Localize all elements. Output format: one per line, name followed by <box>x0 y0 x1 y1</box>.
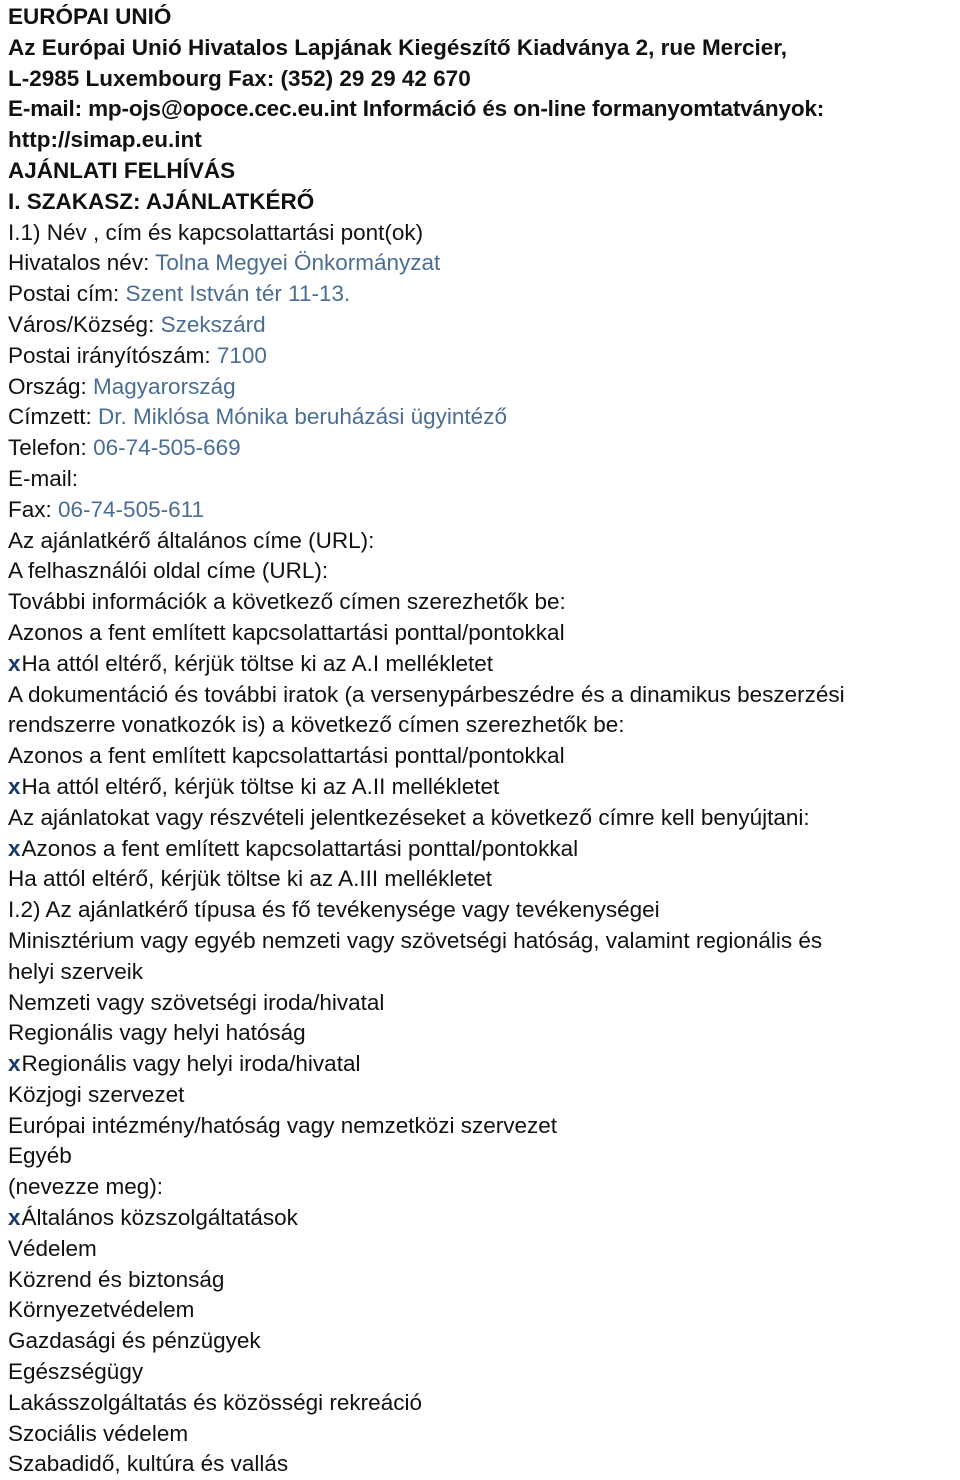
authority-specify: (nevezze meg): <box>8 1174 164 1200</box>
field-value: Magyarország <box>93 373 236 399</box>
submission-heading: Az ajánlatokat vagy részvételi jelentkezéseket a következő címre kell benyújtani: <box>8 804 810 830</box>
documents-other-option <box>8 772 960 803</box>
activity-item: Szabadidő, kultúra és vallás <box>8 1451 289 1477</box>
contact-heading: I.1) Név , cím és kapcsolattartási pont(ok) <box>8 219 424 245</box>
field-label: Címzett: <box>8 404 99 430</box>
authority-ministry-line-1: Minisztérium vagy egyéb nemzeti vagy szövetségi hatóság, valamint regionális és <box>8 927 823 953</box>
field-label: Város/Község: <box>8 311 161 337</box>
field-telephone <box>8 433 960 464</box>
activity-item: Szociális védelem <box>8 1420 189 1446</box>
field-label: E-mail: <box>8 465 79 491</box>
field-value: Dr. Miklósa Mónika beruházási ügyintéző <box>98 404 507 430</box>
authority-public-body: Közjogi szervezet <box>8 1081 185 1107</box>
field-value: 06-74-505-669 <box>93 435 241 461</box>
field-label: Fax: <box>8 496 59 522</box>
field-town <box>8 310 960 341</box>
submission-other-option: Ha attól eltérő, kérjük töltse ki az A.III mellékletet <box>8 866 492 892</box>
simap-url: http://simap.eu.int <box>8 127 202 153</box>
checked-mark: x <box>8 1051 21 1077</box>
general-url-label: Az ajánlatkérő általános címe (URL): <box>8 527 375 553</box>
eu-heading: EURÓPAI UNIÓ <box>8 4 172 29</box>
authority-eu-institution: Európai intézmény/hatóság vagy nemzetközi szervezet <box>8 1112 558 1138</box>
section-title: I. SZAKASZ: AJÁNLATKÉRŐ <box>8 188 315 214</box>
option-label: Ha attól eltérő, kérjük töltse ki az A.II mellékletet <box>21 773 500 799</box>
activity-item: Gazdasági és pénzügyek <box>8 1328 261 1354</box>
field-postal-code <box>8 341 960 372</box>
activity-item: Egészségügy <box>8 1359 144 1385</box>
field-label: Ország: <box>8 373 94 399</box>
field-fax <box>8 495 960 526</box>
option-label: Azonos a fent említett kapcsolattartási ponttal/pontokkal <box>21 835 579 861</box>
further-info-heading: További információk a következő címen szerezhetők be: <box>8 589 566 615</box>
checked-mark: x <box>8 650 21 676</box>
documents-heading-line-1: A dokumentáció és további iratok (a versenypárbeszédre és a dinamikus beszerzési <box>8 681 845 707</box>
authority-type-heading: I.2) Az ajánlatkérő típusa és fő tevékenysége vagy tevékenységei <box>8 897 660 923</box>
authority-national-office: Nemzeti vagy szövetségi iroda/hivatal <box>8 989 385 1015</box>
field-value: Szekszárd <box>160 311 266 337</box>
field-official-name <box>8 248 960 279</box>
email-info-line: E-mail: mp-ojs@opoce.cec.eu.int Információ és on-line formanyomtatványok: <box>8 96 825 122</box>
submission-same-option <box>8 834 960 865</box>
documents-heading-line-2: rendszerre vonatkozók is) a következő címen szerezhetők be: <box>8 712 625 738</box>
field-label: Postai cím: <box>8 281 126 307</box>
field-value: 7100 <box>216 342 267 368</box>
option-label: Ha attól eltérő, kérjük töltse ki az A.I mellékletet <box>21 650 493 676</box>
field-value: Tolna Megyei Önkormányzat <box>155 250 441 276</box>
notice-title: AJÁNLATI FELHÍVÁS <box>8 157 236 183</box>
field-country <box>8 372 960 403</box>
activity-item: Környezetvédelem <box>8 1297 195 1323</box>
checked-mark: x <box>8 773 21 799</box>
field-value: Szent István tér 11-13. <box>125 281 351 307</box>
documents-same-option: Azonos a fent említett kapcsolattartási ponttal/pontokkal <box>8 743 565 769</box>
address-line: L-2985 Luxembourg Fax: (352) 29 29 42 670 <box>8 65 471 91</box>
authority-other: Egyéb <box>8 1143 72 1169</box>
authority-regional-authority: Regionális vagy helyi hatóság <box>8 1020 306 1046</box>
buyer-profile-url-label: A felhasználói oldal címe (URL): <box>8 558 329 584</box>
checked-mark: x <box>8 1205 21 1231</box>
further-info-other-option <box>8 649 960 680</box>
activity-general-public-services <box>8 1203 960 1234</box>
field-attention <box>8 402 960 433</box>
field-email <box>8 464 960 495</box>
field-label: Postai irányítószám: <box>8 342 217 368</box>
supplement-line: Az Európai Unió Hivatalos Lapjának Kiegészítő Kiadványa 2, rue Mercier, <box>8 34 787 60</box>
activity-item: Lakásszolgáltatás és közösségi rekreáció <box>8 1389 422 1415</box>
further-info-same-option: Azonos a fent említett kapcsolattartási ponttal/pontokkal <box>8 619 565 645</box>
option-label: Általános közszolgáltatások <box>21 1205 298 1231</box>
authority-ministry-line-2: helyi szerveik <box>8 958 144 984</box>
activity-item: Védelem <box>8 1235 97 1261</box>
field-postal-address <box>8 279 960 310</box>
option-label: Regionális vagy helyi iroda/hivatal <box>21 1051 361 1077</box>
authority-regional-office <box>8 1049 960 1080</box>
activity-item: Közrend és biztonság <box>8 1266 225 1292</box>
checked-mark: x <box>8 835 21 861</box>
field-label: Hivatalos név: <box>8 250 156 276</box>
field-value: 06-74-505-611 <box>58 496 204 522</box>
field-label: Telefon: <box>8 435 94 461</box>
